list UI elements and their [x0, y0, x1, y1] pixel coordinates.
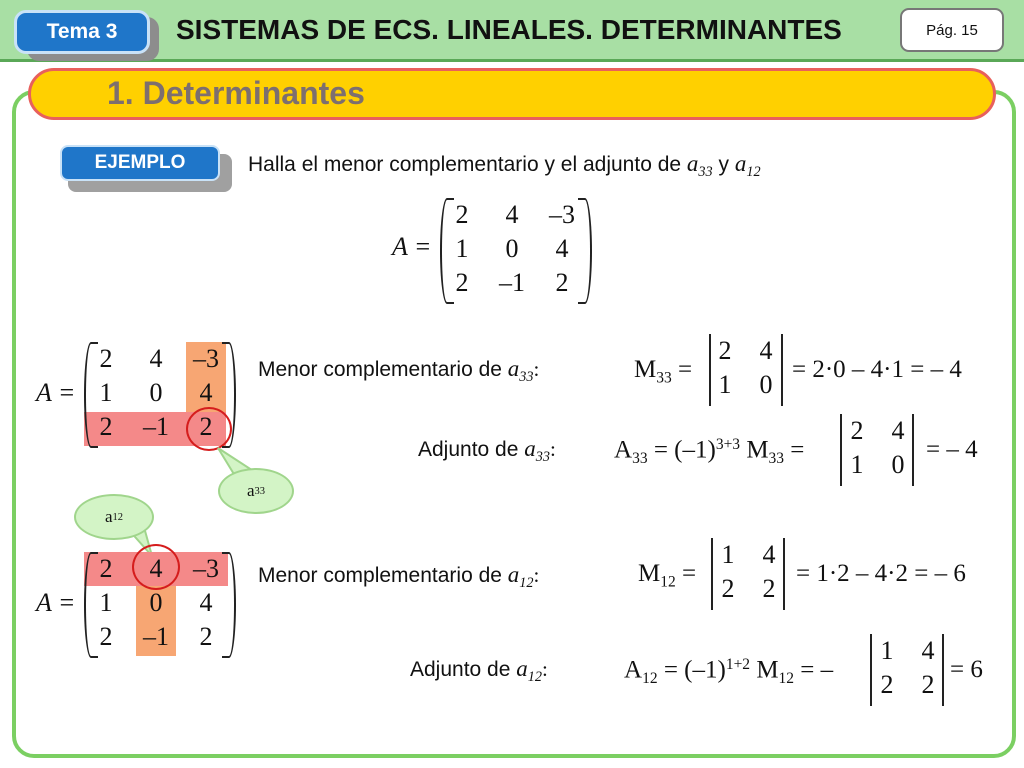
adj33-lhs-letter: A	[614, 436, 633, 464]
adj12-lhs-letter: A	[624, 656, 643, 684]
a12-callout-sub: 12	[112, 511, 124, 523]
matrix-2-cell: 2	[99, 622, 113, 651]
matrix-2-cell: 1	[99, 588, 113, 617]
matrix-2-cell: –3	[193, 554, 219, 583]
minor12-det-cell: 1	[721, 540, 735, 569]
adj12-expr-m-sub: 12	[778, 669, 795, 687]
minor12-lhs-letter: M	[638, 560, 661, 587]
minor33-lhs-eq: =	[677, 356, 693, 383]
adj12-label	[410, 656, 548, 686]
adj12-result: = 6	[950, 656, 983, 683]
minor12-det-cell: 2	[721, 574, 735, 603]
adj33-expr-sign: = (–1)	[653, 436, 716, 464]
main-matrix-cell: 4	[555, 234, 569, 263]
minor12-result: = 1·2 – 4·2 = – 6	[796, 560, 966, 587]
section-title-bar	[28, 68, 996, 120]
main-matrix-cell: 1	[455, 234, 469, 263]
matrix-1-cell: 2	[99, 412, 113, 441]
adj33-exponent: 3+3	[715, 436, 741, 453]
a12-callout	[74, 494, 154, 540]
adj33-expr-m-sub: 33	[768, 449, 785, 467]
page-number: Pág. 15	[900, 8, 1004, 52]
adj12-det-cell: 2	[880, 670, 894, 699]
minor33-lhs-letter: M	[634, 356, 657, 383]
adj33-var-base: a	[524, 436, 536, 461]
matrix-2-cell: 2	[199, 622, 213, 651]
matrix-1-cell: 1	[99, 378, 113, 407]
minor33-det-cell: 1	[718, 370, 732, 399]
adj33-det-cell: 2	[850, 416, 864, 445]
adj33-expression	[614, 436, 804, 468]
adj33-label	[418, 436, 556, 466]
main-matrix-cell: 0	[505, 234, 519, 263]
adj12-var	[516, 656, 543, 685]
minor12-var-sub: 12	[519, 574, 534, 591]
adj12-det-cell: 2	[921, 670, 935, 699]
minor12-label	[258, 562, 539, 592]
main-matrix-cell: 4	[505, 200, 519, 229]
minor33-var	[507, 356, 534, 385]
minor33-det-cell: 4	[759, 336, 773, 365]
minor33-label	[258, 356, 539, 386]
main-matrix-cell: –1	[499, 268, 525, 297]
exercise-sub-33: 33	[698, 163, 713, 180]
matrix-2-cell: –1	[143, 622, 169, 651]
exercise-text: Halla el menor complementario y el adjunto de	[248, 153, 682, 176]
adj33-det-cell: 1	[850, 450, 864, 479]
matrix-2-cell: 2	[99, 554, 113, 583]
adj12-var-base: a	[516, 656, 528, 681]
minor33-var-sub: 33	[519, 368, 534, 385]
minor33-lhs-sub: 33	[656, 369, 672, 387]
main-matrix-cell: 2	[455, 268, 469, 297]
minor33-lhs	[634, 356, 692, 387]
adj12-det-cell: 4	[921, 636, 935, 665]
main-matrix-label: A =	[392, 232, 432, 261]
a12-callout-base: a	[104, 507, 113, 526]
matrix-1-cell: –1	[143, 412, 169, 441]
adj33-expr-eq: =	[790, 436, 805, 464]
adj12-expression	[624, 656, 833, 688]
main-matrix-cell: 2	[455, 200, 469, 229]
matrix-1-cell: 2	[199, 412, 213, 441]
minor33-det-cell: 0	[759, 370, 773, 399]
adj33-label-text: Adjunto de	[418, 438, 519, 461]
minor12-lhs	[638, 560, 696, 591]
a33-callout-sub: 33	[254, 485, 266, 497]
minor12-lhs-sub: 12	[660, 573, 676, 591]
a33-callout	[218, 468, 294, 514]
adj12-expr-eq: = –	[800, 656, 834, 684]
minor12-colon: :	[533, 563, 540, 587]
ejemplo-badge: EJEMPLO	[60, 145, 220, 181]
matrix-1-cell: 4	[149, 344, 163, 373]
matrix-2-cell: 4	[199, 588, 213, 617]
minor12-det-cell: 2	[762, 574, 776, 603]
minor12-lhs-eq: =	[681, 560, 697, 587]
minor12-label-text: Menor complementario de	[258, 564, 502, 587]
adj12-var-sub: 12	[527, 668, 543, 685]
minor33-var-base: a	[507, 356, 520, 381]
adj33-lhs-sub: 33	[632, 449, 648, 467]
exercise-sub-12: 12	[746, 163, 761, 180]
adj33-det-cell: 4	[891, 416, 905, 445]
matrix-1-cell: 0	[149, 378, 163, 407]
minor33-label-text: Menor complementario de	[258, 358, 502, 381]
adj33-det-cell: 0	[891, 450, 905, 479]
minor12-var-base: a	[507, 562, 520, 587]
adj33-colon: :	[550, 437, 556, 461]
a33-callout-base: a	[246, 481, 255, 500]
main-matrix-cell: 2	[555, 268, 569, 297]
exercise-var-a12	[734, 151, 761, 180]
tema-badge: Tema 3	[14, 10, 150, 54]
matrix-1-cell: 2	[99, 344, 113, 373]
adj12-expr-m: M	[756, 656, 779, 684]
adj12-det-cell: 1	[880, 636, 894, 665]
main-matrix-cell: –3	[549, 200, 575, 229]
minor12-var	[507, 562, 534, 591]
exercise-var: a	[686, 151, 699, 176]
header-title: SISTEMAS DE ECS. LINEALES. DETERMINANTES	[176, 14, 842, 45]
minor33-colon: :	[533, 357, 540, 381]
matrix-1-cell: 4	[199, 378, 213, 407]
adj12-exponent: 1+2	[725, 656, 751, 673]
adj33-var	[524, 436, 551, 465]
exercise-var-a33	[686, 151, 713, 180]
exercise-var-2: a	[734, 151, 747, 176]
matrix-1-label: A =	[36, 378, 76, 407]
exercise-conj: y	[718, 153, 730, 176]
exercise-statement	[248, 151, 761, 181]
minor12-det-cell: 4	[762, 540, 776, 569]
minor33-det-cell: 2	[718, 336, 732, 365]
header-bar	[0, 0, 1024, 62]
section-title: 1. Determinantes	[107, 75, 365, 111]
adj12-colon: :	[542, 657, 548, 681]
matrix-2-cell: 0	[149, 588, 163, 617]
adj12-lhs-sub: 12	[642, 669, 658, 687]
minor33-result: = 2·0 – 4·1 = – 4	[792, 356, 962, 383]
adj33-var-sub: 33	[535, 448, 551, 465]
matrix-2-label: A =	[36, 588, 76, 617]
adj12-expr-sign: = (–1)	[663, 656, 726, 684]
adj33-result: = – 4	[926, 436, 978, 463]
matrix-1-cell: –3	[193, 344, 219, 373]
adj12-label-text: Adjunto de	[410, 658, 511, 681]
matrix-2-cell: 4	[149, 554, 163, 583]
adj33-expr-m: M	[746, 436, 769, 464]
